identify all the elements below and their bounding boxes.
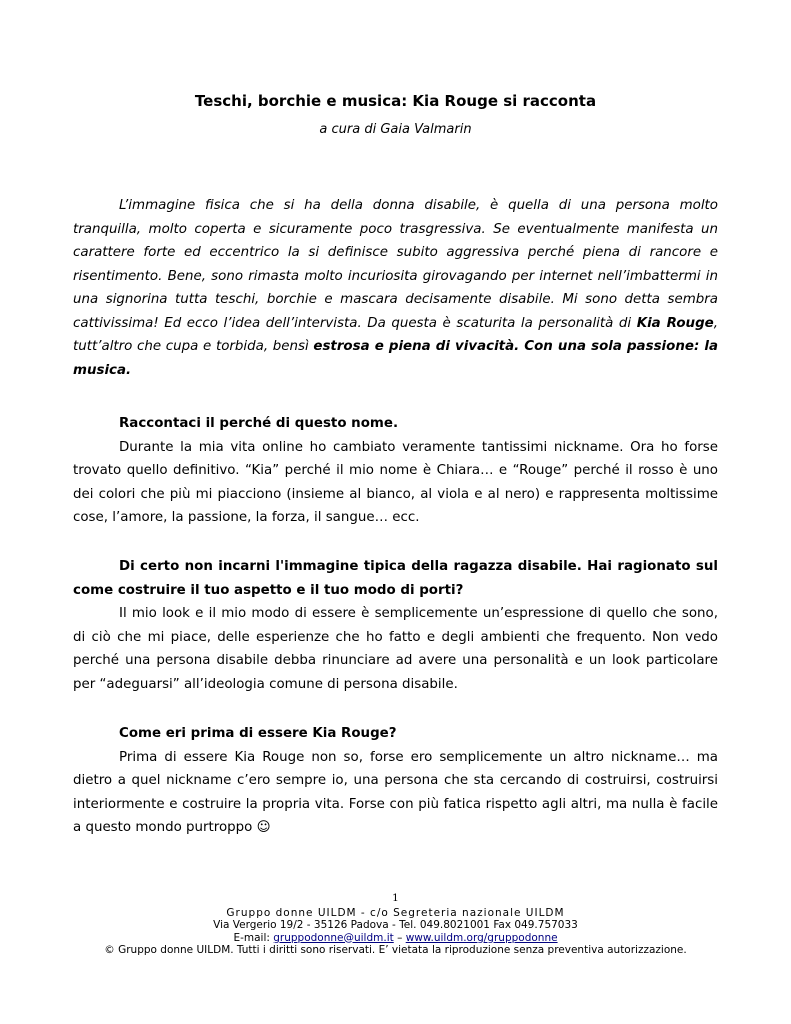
article-title: Teschi, borchie e musica: Kia Rouge si racconta [194,92,597,110]
footer-contact-line [0,932,791,945]
footer-email-link[interactable]: gruppodonne@uildm.it [273,931,394,944]
answer-2: Il mio look e il mio modo di essere è semplicemente un’espressione di quello che sono, di ciò che mi piace, delle esperienze che ho fatto e degli ambienti che frequento. Non vedo perché una persona disabile debba rinunciare ad avere una personalità e un look particolare per “adeguarsi” all’ideologia comune di persona disabile. [73,606,718,692]
question-3: Come eri prima di essere Kia Rouge? [119,726,397,741]
page-footer [0,892,791,957]
page-number: 1 [392,892,399,904]
footer-website-link[interactable]: www.uildm.org/gruppodonne [405,931,558,944]
footer-copyright: © Gruppo donne UILDM. Tutti i diritti sono riservati. E’ vietata la riproduzione senza preventiva autorizzazione. [104,944,687,956]
intro-text-part2: , tutt’altro che cupa e torbida, bensì [73,315,718,354]
footer-separator: – [393,931,406,944]
question-2: Di certo non incarni l'immagine tipica della ragazza disabile. Hai ragionato sul come costruire il tuo aspetto e il tuo modo di porti? [73,559,718,598]
qa-block-1 [73,412,718,530]
qa-block-3 [73,722,718,840]
intro-text-part1: L’immagine fisica che si ha della donna disabile, è quella di una persona molto tranquilla, molto coperta e sicuramente poco trasgressiva. Se eventualmente manifesta un carattere forte ed eccentrico la si definisce subito aggressiva perché piena di rancore e risentimento. Bene, sono rimasta molto incuriosita girovagando per internet nell’imbattermi in una signorina tutta teschi, borchie e mascara decisamente disabile. Mi sono detta sembra cattivissima! Ed ecco l’idea dell’intervista. Da questa è scaturita la personalità di [73,198,718,331]
answer-3: Prima di essere Kia Rouge non so, forse ero semplicemente un altro nickname… ma dietro a quel nickname c’ero sempre io, una persona che sta cercando di costruirsi, costruirsi interiormente e costruire la propria vita. Forse con più fatica rispetto agli altri, ma nulla è facile a questo mondo purtroppo ☺ [73,749,718,835]
article-byline: a cura di Gaia Valmarin [319,122,472,137]
footer-email-label: E-mail: [233,931,274,944]
footer-org-line: Gruppo donne UILDM - c/o Segreteria nazionale UILDM [226,906,565,919]
footer-address-line: Via Vergerio 19/2 - 35126 Padova - Tel. 049.8021001 Fax 049.757033 [213,919,578,931]
qa-block-2 [73,555,718,696]
intro-paragraph [73,194,718,382]
question-1: Raccontaci il perché di questo nome. [119,416,399,431]
intro-name-bold: Kia Rouge [636,315,714,331]
intro-bold-closing: estrosa e piena di vivacità. Con una sola passione: la musica. [73,339,719,378]
answer-1: Durante la mia vita online ho cambiato veramente tantissimi nickname. Ora ho forse trovato quello definitivo. “Kia” perché il mio nome è Chiara… e “Rouge” perché il rosso è uno dei colori che più mi piacciono (insieme al bianco, al viola e al nero) e rappresenta moltissime cose, l’amore, la passione, la forza, il sangue… ecc. [73,439,718,525]
